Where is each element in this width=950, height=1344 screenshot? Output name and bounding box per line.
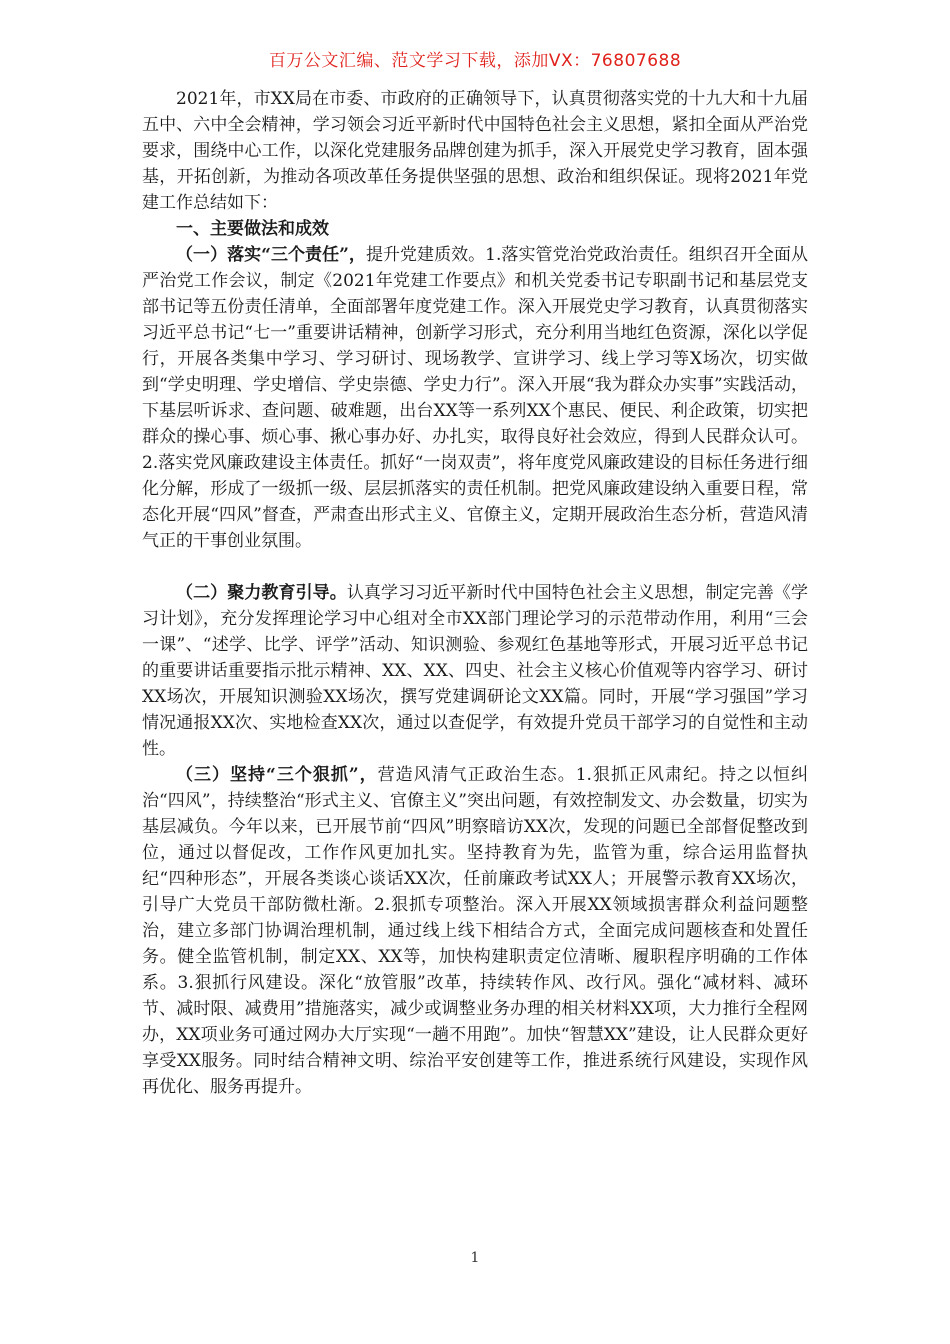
item-lead-1: （一）落实“三个责任”， [176, 245, 366, 265]
header-banner: 百万公文汇编、范文学习下载，添加VX：76807688 [268, 51, 682, 71]
intro-paragraph: 2021年，市XX局在市委、市政府的正确领导下，认真贯彻落实党的十九大和十九届五中、六中全会精神，学习领会习近平新时代中国特色社会主义思想，紧扣全面从严治党要求，围绕中心工作，以深化党建服务品牌创建为抓手，深入开展党史学习教育，固本强基，开拓创新，为推动各项改革任务提供坚强的思想、政治和组织保证。现将2021年党建工作总结如下： [142, 89, 808, 213]
item-lead-3: （三）坚持“三个狠抓”， [176, 765, 378, 785]
item-paragraph-3 [142, 762, 808, 1100]
item-text-1: 提升党建质效。1.落实管党治党政治责任。组织召开全面从严治党工作会议，制定《2021年党建工作要点》和机关党委书记专职副书记和基层党支部书记等五份责任清单，全面部署年度党建工作。深入开展党史学习教育，认真贯彻落实习近平总书记“七一”重要讲话精神，创新学习形式，充分利用当地红色资源，深化以学促行，开展各类集中学习、学习研讨、现场教学、宣讲学习、线上学习等X场次，切实做到“学史明理、学史增信、学史崇德、学史力行”。深入开展“我为群众办实事”实践活动，下基层听诉求、查问题、破难题，出台XX等一系列XX个惠民、便民、利企政策，切实把群众的操心事、烦心事、揪心事办好、办扎实，取得良好社会效应，得到人民群众认可。2.落实党风廉政建设主体责任。抓好“一岗双责”，将年度党风廉政建设的目标任务进行细化分解，形成了一级抓一级、层层抓落实的责任机制。把党风廉政建设纳入重要日程，常态化开展“四风”督查，严肃查出形式主义、官僚主义，定期开展政治生态分析，营造风清气正的干事创业氛围。 [142, 245, 808, 551]
item-lead-2: （二）聚力教育引导。 [176, 583, 347, 603]
document-body [142, 86, 808, 1100]
item-paragraph-2 [142, 580, 808, 762]
section-heading: 一、主要做法和成效 [176, 219, 329, 239]
item-text-3: 营造风清气正政治生态。1.狠抓正风肃纪。持之以恒纠治“四风”，持续整治“形式主义、官僚主义”突出问题，有效控制发文、办会数量，切实为基层减负。今年以来，已开展节前“四风”明察暗访XX次，发现的问题已全部督促整改到位，通过以督促改，工作作风更加扎实。坚持教育为先，监管为重，综合运用监督执纪“四种形态”，开展各类谈心谈话XX次，任前廉政考试XX人；开展警示教育XX场次，引导广大党员干部防微杜渐。2.狠抓专项整治。深入开展XX领域损害群众利益问题整治，建立多部门协调治理机制，通过线上线下相结合方式，全面完成问题核查和处置任务。健全监管机制，制定XX、XX等，加快构建职责定位清晰、履职程序明确的工作体系。3.狠抓行风建设。深化“放管服”改革，持续转作风、改行风。强化“减材料、减环节、减时限、减费用”措施落实，减少或调整业务办理的相关材料XX项，大力推行全程网办，XX项业务可通过网办大厅实现“一趟不用跑”。加快“智慧XX”建设，让人民群众更好享受XX服务。同时结合精神文明、综治平安创建等工作，推进系统行风建设，实现作风再优化、服务再提升。 [142, 765, 809, 1097]
page-number: 1 [470, 1250, 480, 1266]
item-text-2: 认真学习习近平新时代中国特色社会主义思想，制定完善《学习计划》，充分发挥理论学习中心组对全市XX部门理论学习的示范带动作用，利用“三会一课”、“述学、比学、评学”活动、知识测验、参观红色基地等形式，开展习近平总书记的重要讲话重要指示批示精神、XX、XX、四史、社会主义核心价值观等内容学习、研讨XX场次，开展知识测验XX场次，撰写党建调研论文XX篇。同时，开展“学习强国”学习情况通报XX次、实地检查XX次，通过以查促学，有效提升党员干部学习的自觉性和主动性。 [142, 583, 809, 759]
item-paragraph-1 [142, 242, 808, 554]
